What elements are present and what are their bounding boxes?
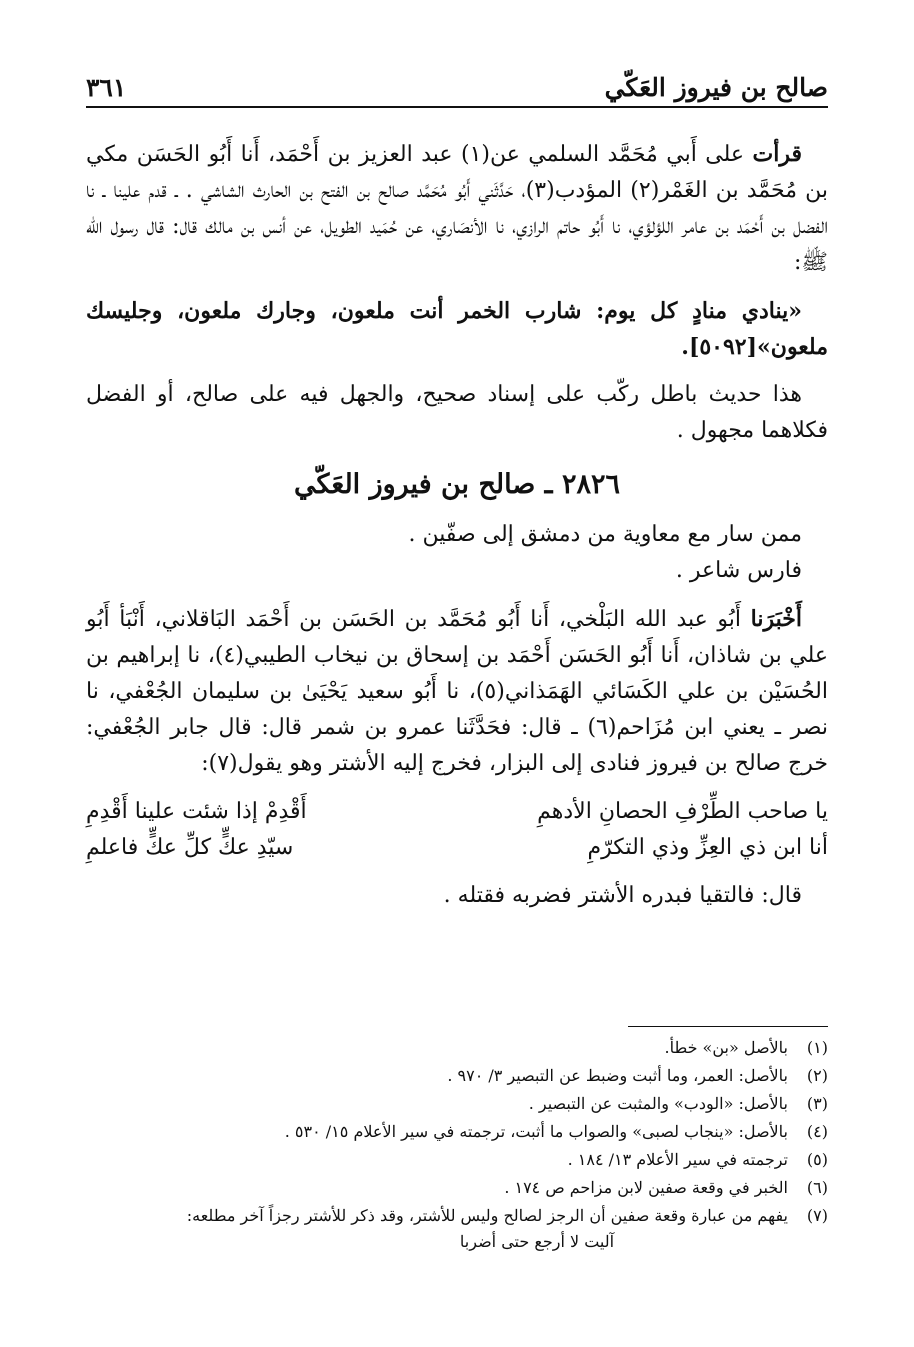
page-number: ٣٦١ [86,73,127,102]
page-header [86,62,828,102]
footnote [86,1202,828,1230]
footnotes [86,1034,828,1256]
comment-paragraph: هذا حديث باطل ركّب على إسناد صحيح، والجهل فيه على صالح، أو الفضل فكلاهما مجهول . [86,382,828,443]
isnad-lead-word: أَخْبَرَنا [750,606,802,632]
footnote [86,1118,828,1146]
footnote-rule [628,1026,828,1027]
header-rule [86,106,828,108]
paragraph-isnad-2 [86,601,828,782]
isnad-text: أَبُو عبد الله البَلْخي، أَنا أَبُو مُحَمَّد بن الحَسَن بن أَحْمَد البَاقلاني، أَنْبَأ أَبُو علي بن شاذان، أَنا أَبُو الحَسَن أَحْمَد بن إسحاق بن نيخاب الطيبي(٤)، نا إبراهيم بن الحُسَيْن بن علي الكَسَائي الهَمَذاني(٥)، نا أَبُو سعيد يَحْيَىٰ بن سليمان الجُعْفي، نا نصر ـ يعني ابن مُزَاحم(٦) ـ قال: فحَدَّثَنا عمرو بن شمر قال: قال جابر الجُعْفي: خرج صالح بن فيروز فنادى إلى البزار، فخرج إليه الأشتر وهو يقول(٧): [86,607,829,776]
hadith-text: «ينادي منادٍ كل يوم: شارب الخمر أنت ملعون، وجارك ملعون، وجليسك ملعون»[٥٠٩٢]. [86,298,828,360]
entry-title: ٢٨٢٦ ـ صالح بن فيروز العَكّي [294,469,620,500]
verse-hemistich-right: يا صاحب الطِّرْفِ الحصانِ الأدهمِ [537,799,828,824]
footnote-number: (٣) [806,1094,828,1113]
footnote-text: يفهم من عبارة وقعة صفين أن الرجز لصالح وليس للأشتر، وقد ذكر للأشتر رجزاً آخر مطلعه: [186,1206,788,1225]
footnote-text: بالأصل: «ينجاب لصبى» والصواب ما أثبت، ترجمته في سير الأعلام ١٥/ ٥٣٠ . [284,1122,788,1141]
footnote-verse: آليت لا أرجع حتى أضربا [459,1232,615,1251]
main-text [86,136,828,926]
footnote-text: بالأصل «بن» خطأ. [664,1038,788,1057]
verse-hemistich-left: سيّدِ عكٍّ كلِّ عكٍّ فاعلمِ [86,835,294,860]
footnote-number: (٢) [806,1066,828,1085]
paragraph-lead-word: قرأت [752,141,802,167]
footnote-text: بالأصل: «الودب» والمثبت عن التبصير . [528,1094,788,1113]
entry-line-1: ممن سار مع معاوية من دمشق إلى صفّين . [408,522,802,547]
footnote [86,1146,828,1174]
footnote-text: ترجمته في سير الأعلام ١٣/ ١٨٤ . [567,1150,788,1169]
paragraph-isnad-1 [86,136,828,281]
entry-line-2: فارس شاعر . [675,558,802,583]
poem [86,794,828,866]
footnote-number: (١) [806,1038,828,1057]
footnote-text: بالأصل: العمر، وما أثبت وضبط عن التبصير ٣/ ٩٧٠ . [447,1066,788,1085]
running-title: صالح بن فيروز العَكّي [604,73,828,102]
verse-line [86,794,828,830]
footnote [86,1034,828,1062]
paragraph-text: على أَبي مُحَمَّد السلمي عن(١) عبد العزيز بن أَحْمَد، أَنا أَبُو الحَسَن مكي بن مُحَمَّد بن الغَمْر(٢) المؤدب(٣)، حَدَّثَني أَبُو مُحَمَّد صالح بن الفتح بن الحارث الشاشي . ـ قدم علينا ـ نا الفضل بن أَحْمَد بن عامر اللؤلؤي، نا أَبُو حاتم الرازي، نا الأنصَاري، عن حُمَيد الطويل، عن أنس بن مالك قال: قال رسول الله ﷺ: [86,142,829,275]
footnote-number: (٦) [806,1178,828,1197]
footnote-number: (٤) [806,1122,828,1141]
verse-hemistich-right: أنا ابن ذي العِزِّ وذي التكرّمِ [587,835,828,860]
footnote [86,1062,828,1090]
footnote-number: (٥) [806,1150,828,1169]
footnote [86,1090,828,1118]
footnote [86,1174,828,1202]
footnote-number: (٧) [806,1206,828,1225]
verse-line [86,830,828,866]
footnote-text: الخبر في وقعة صفين لابن مزاحم ص ١٧٤ . [504,1178,788,1197]
verse-hemistich-left: أَقْدِمْ إذا شئت علينا أَقْدِمِ [86,799,307,824]
closing-paragraph: قال: فالتقيا فبدره الأشتر فضربه فقتله . [443,883,802,908]
